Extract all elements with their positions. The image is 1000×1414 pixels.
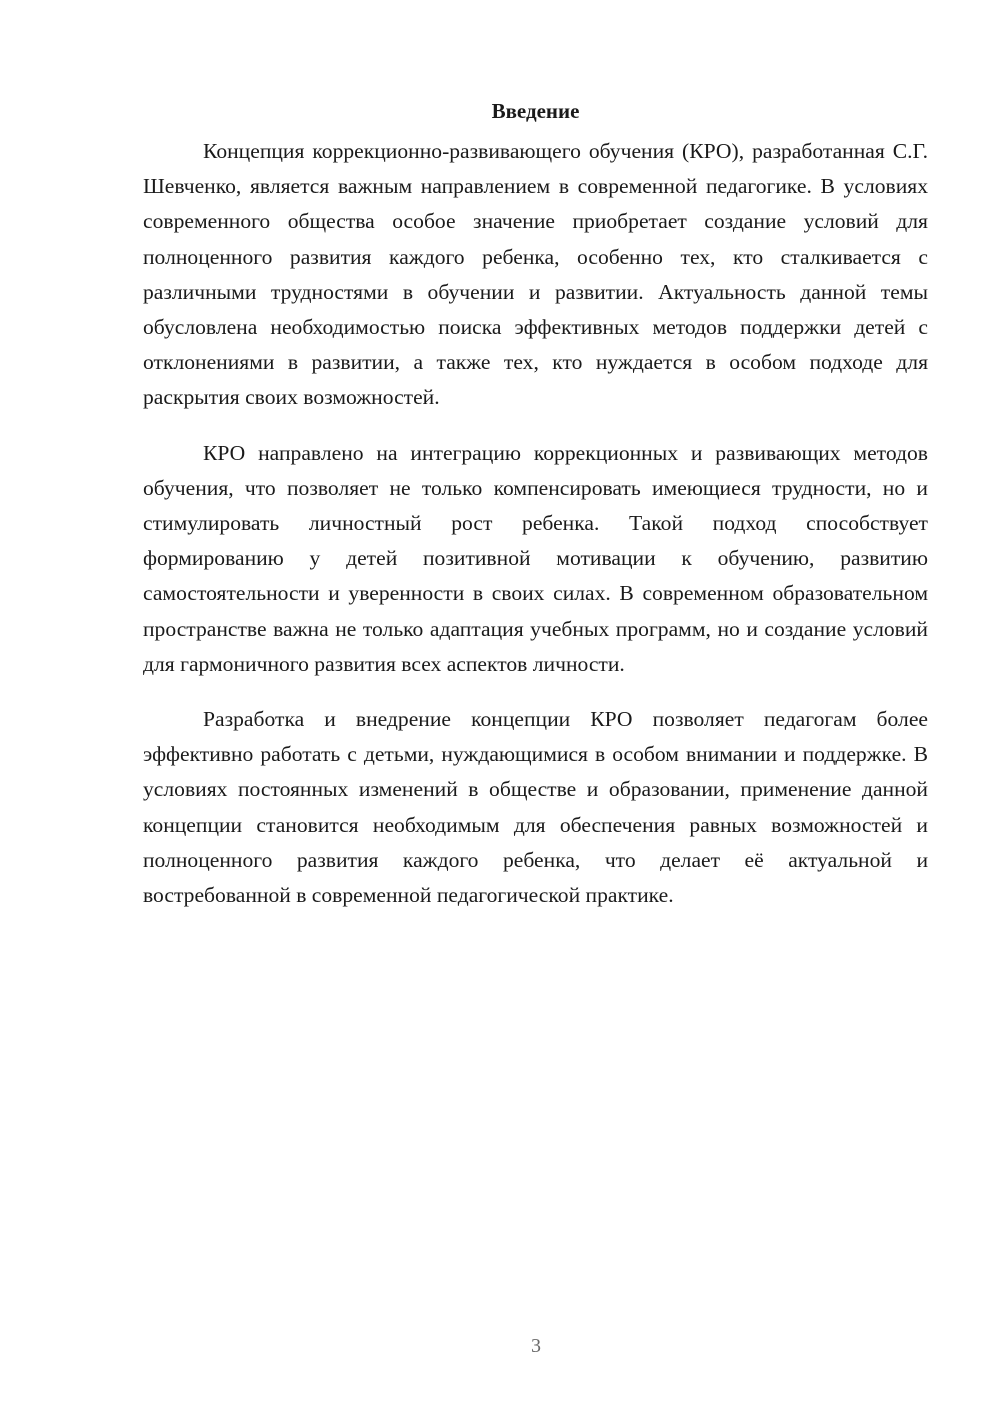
paragraph-3: Разработка и внедрение концепции КРО позволяет педагогам более эффективно работать с детьми, нуждающимися в особом внимании и поддержке. В условиях постоянных изменений в обществе и образовании, применение данной концепции становится необходимым для обеспечения равных возможностей и полноценного развития каждого ребенка, что делает её актуальной и востребованной в современной педагогической практике. [143,707,928,908]
paragraph-2: КРО направлено на интеграцию коррекционных и развивающих методов обучения, что позволяет не только компенсировать имеющиеся трудности, но и стимулировать личностный рост ребенка. Такой подход способствует формированию у детей позитивной мотивации к обучению, развитию самостоятельности и уверенности в своих силах. В современном образовательном пространстве важна не только адаптация учебных программ, но и создание условий для гармоничного развития всех аспектов личности. [143,440,928,676]
page-content [143,98,928,933]
paragraph-1: Концепция коррекционно-развивающего обучения (КРО), разработанная С.Г. Шевченко, является важным направлением в современной педагогике. В условиях современного общества особое значение приобретает создание условий для полноценного развития каждого ребенка, особенно тех, кто сталкивается с различными трудностями в обучении и развитии. Актуальность данной темы обусловлена необходимостью поиска эффективных методов поддержки детей с отклонениями в развитии, а также тех, кто нуждается в особом подходе для раскрытия своих возможностей. [143,139,928,410]
section-heading: Введение [491,99,580,123]
page-number: 3 [531,1335,541,1357]
